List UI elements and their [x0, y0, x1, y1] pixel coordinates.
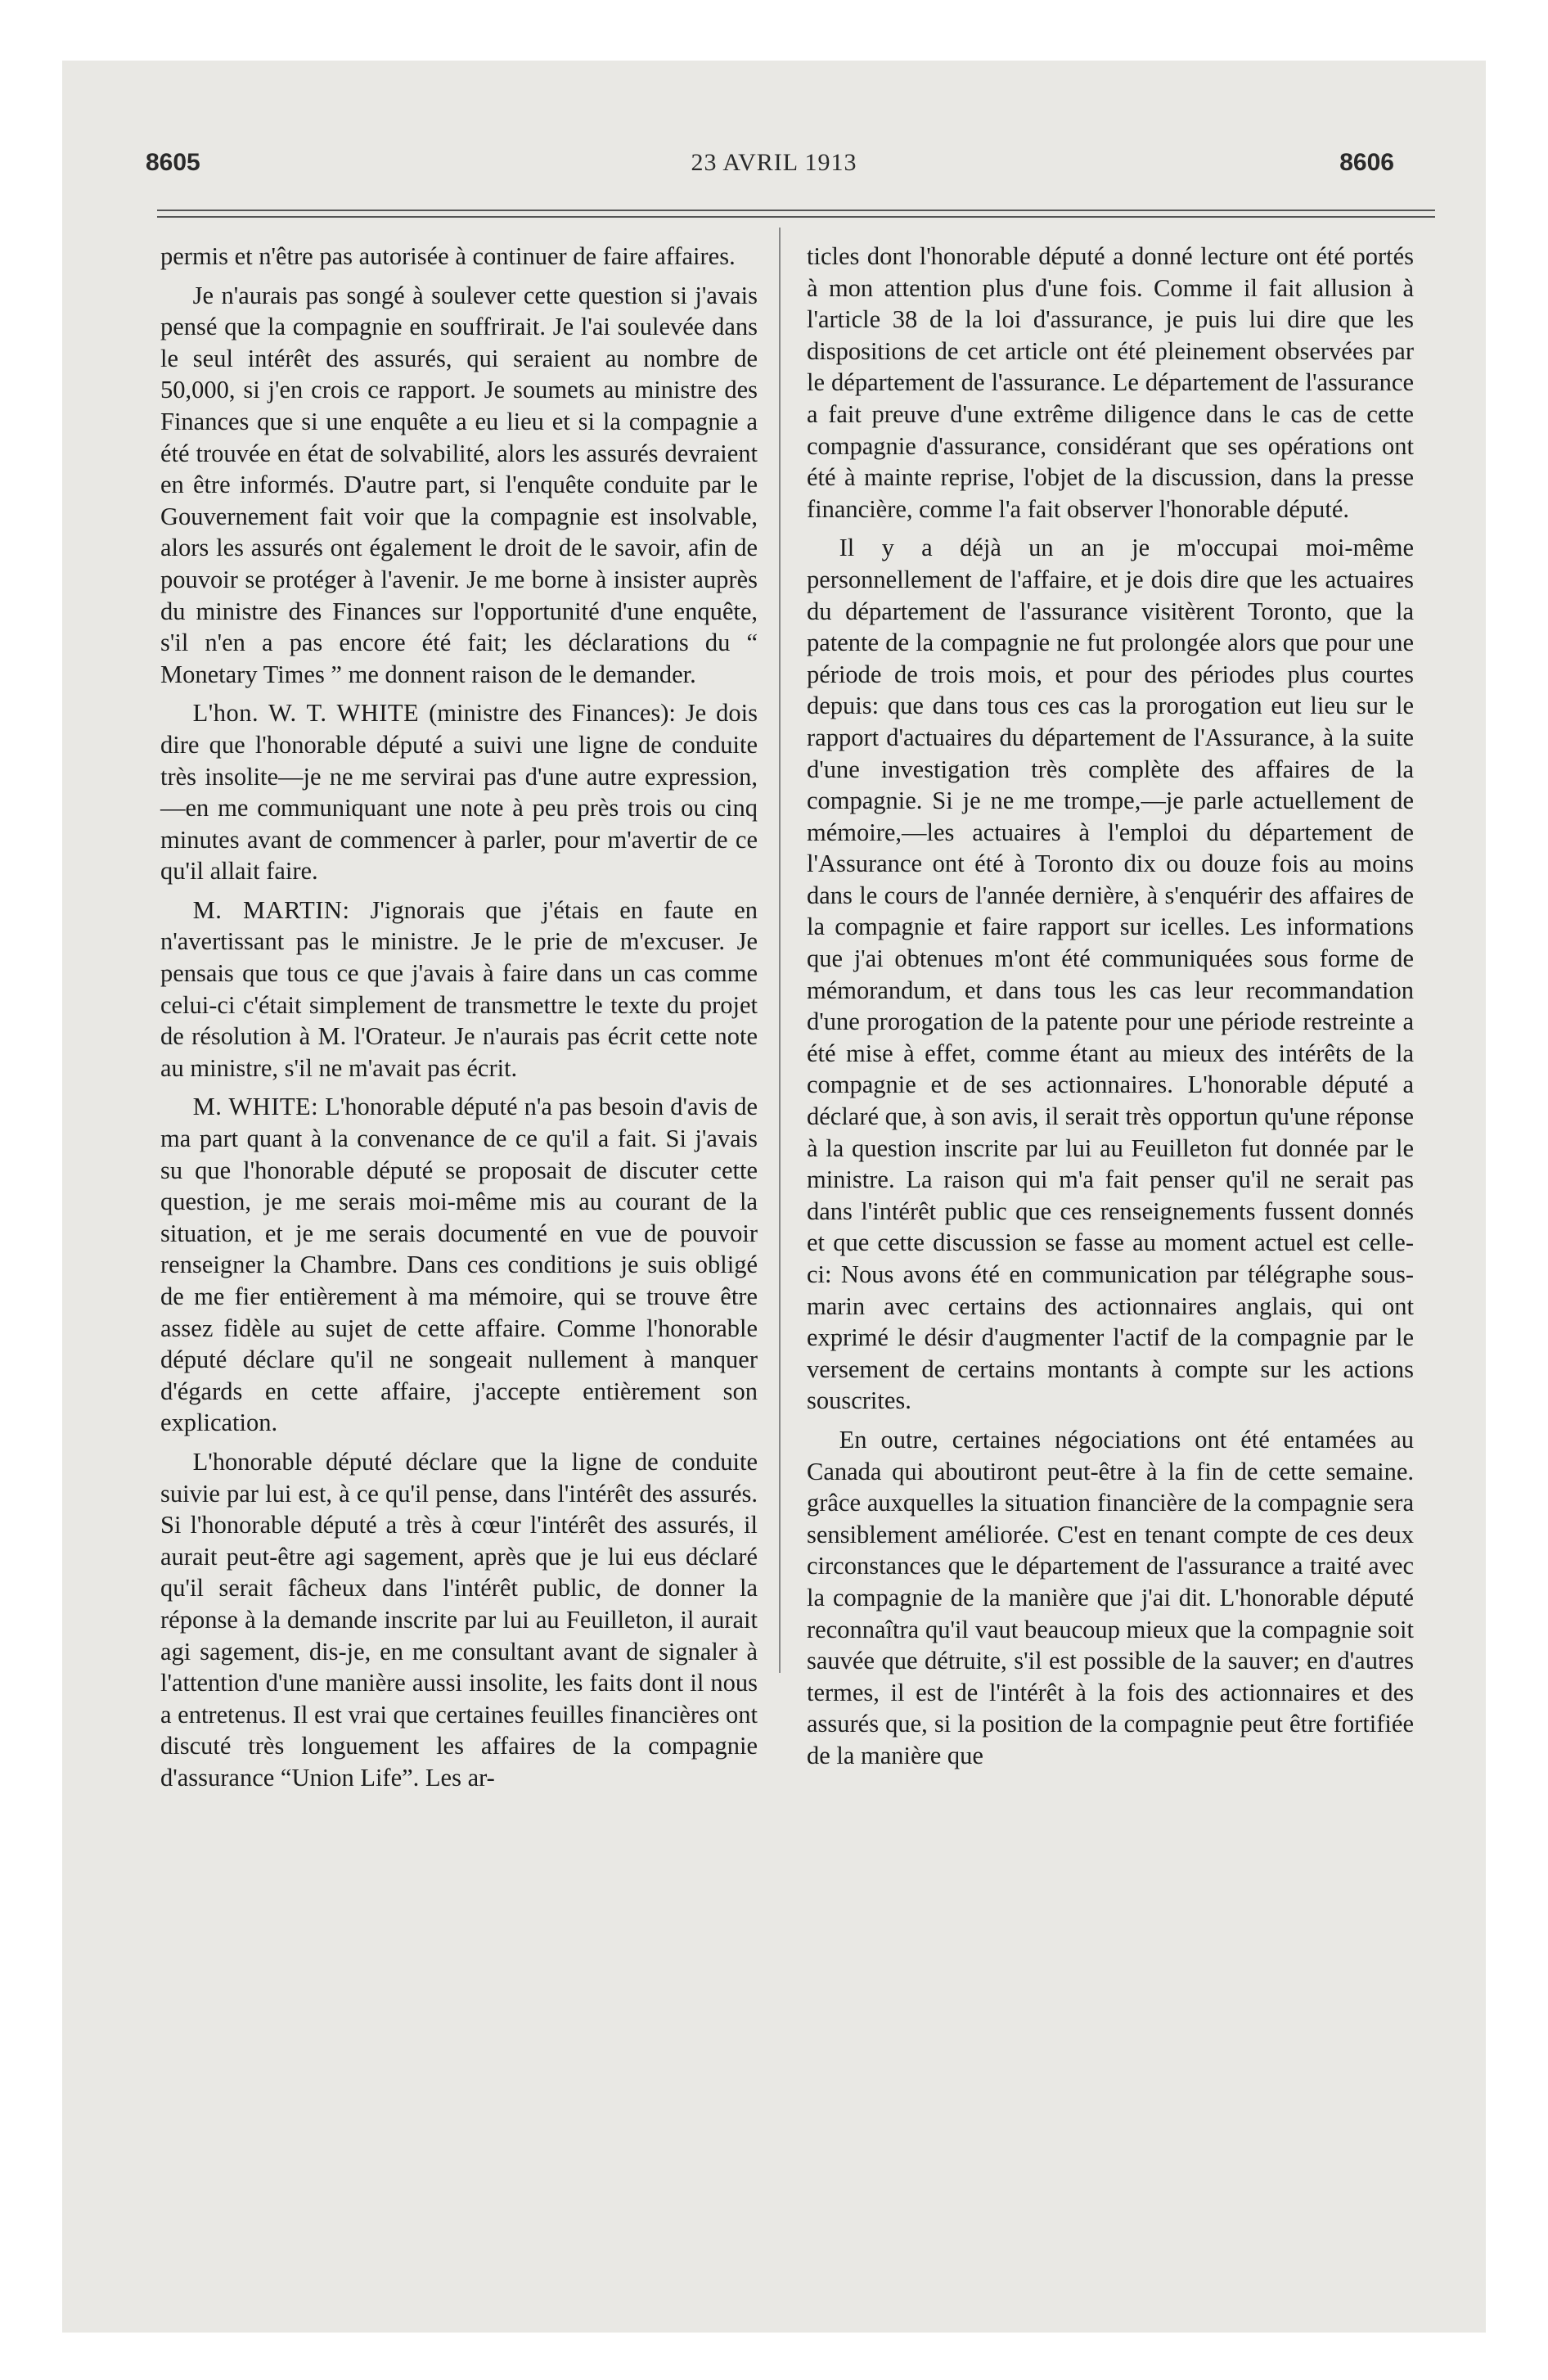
page-date: 23 AVRIL 1913: [691, 149, 857, 176]
speaker-name: M. WHITE:: [192, 1093, 319, 1121]
speaker-name: M. MARTIN:: [192, 895, 350, 924]
speech-paragraph: [160, 697, 758, 887]
column-divider: [779, 228, 781, 1673]
speech-paragraph: [160, 895, 758, 1084]
paragraph: permis et n'être pas autorisée à continuer de faire affaires.: [160, 242, 736, 270]
document-page: [62, 61, 1486, 2333]
paragraph: L'honorable député déclare que la ligne de conduite suivie par lui est, à ce qu'il pense, dans l'intérêt des assurés. Si l'honorable député a très à cœur l'intérêt des assurés, il aurait peut-être agi sagement, après que je lui eus déclaré qu'il serait fâcheux dans l'intérêt public, de donner la réponse à la demande inscrite par lui au Feuilleton, il aurait agi sagement, dis-je, en me consultant avant de signaler à l'attention d'une manière aussi insolite, les faits dont il nous a entretenus. Il est vrai que certaines feuilles financières ont discuté très longuement les affaires de la compagnie d'assurance “Union Life”. Les ar-: [160, 1447, 758, 1792]
paragraph: Il y a déjà un an je m'occupai moi-même personnellement de l'affaire, et je dois dire que les actuaires du département de l'assurance visitèrent Toronto, que la patente de la compagnie ne fut prolongée alors que pour une période de trois mois, et pour des périodes plus courtes depuis: que dans tous ces cas la prorogation eut lieu sur le rapport d'actuaires du département de l'Assurance, à la suite d'une investigation très complète des affaires de la compagnie. Si je ne me trompe,—je parle actuellement de mémoire,—les actuaires à l'emploi du département de l'Assurance ont été à Toronto dix ou douze fois au moins dans le cours de l'année dernière, à s'enquérir des affaires de la compagnie et faire rapport sur icelles. Les informations que j'ai obtenues m'ont été communiquées sous forme de mémorandum, et dans tous les cas leur recommandation d'une prorogation de la patente pour une période restreinte a été mise à effet, comme étant au mieux des intérêts de la compagnie et de ses actionnaires. L'honorable député a déclaré que, à son avis, il serait très opportun qu'une réponse à la question inscrite par lui au Feuilleton fut donnée par le ministre. La raison qui m'a fait penser qu'il ne serait pas dans l'intérêt public que ces renseignements fussent donnés et que cette discussion se fasse au moment actuel est celle-ci: Nous avons été en communication par télégraphe sous-marin avec certains des actionnaires anglais, qui ont exprimé le désir d'augmenter l'actif de la compagnie par le versement de certains montants à compte sur les actions souscrites.: [807, 534, 1414, 1415]
left-page-number: 8605: [146, 149, 200, 176]
paragraph: Je n'aurais pas songé à soulever cette question si j'avais pensé que la compagnie en souffrirait. Je l'ai soulevée dans le seul intérêt des assurés, qui seraient au nombre de 50,000, si j'en crois ce rapport. Je soumets au ministre des Finances que si une enquête a eu lieu et si la compagnie a été trouvée en état de solvabilité, alors les assurés devraient en être informés. D'autre part, si l'enquête conduite par le Gouvernement fait voir que la compagnie est insolvable, alors les assurés ont également le droit de le savoir, afin de pouvoir se protéger à l'avenir. Je me borne à insister auprès du ministre des Finances sur l'opportunité d'une enquête, s'il n'en a pas encore été fait; les déclarations du “ Monetary Times ” me donnent raison de le demander.: [160, 281, 758, 688]
left-column: [160, 241, 758, 1801]
paragraph: En outre, certaines négociations ont été entamées au Canada qui aboutiront peut-être à la fin de cette semaine. grâce auxquelles la situation financière de la compagnie sera sensiblement améliorée. C'est en tenant compte de ces deux circonstances que le département de l'assurance a traité avec la compagnie de la manière que j'ai dit. L'honorable député reconnaîtra qu'il vaut beaucoup mieux que la compagnie soit sauvée que détruite, s'il est possible de la sauver; en d'autres termes, il est de l'intérêt à la fois des actionnaires et des assurés que, si la position de la compagnie peut être fortifiée de la manière que: [807, 1425, 1414, 1769]
speech-text: (ministre des Finances): Je dois dire que l'honorable député a suivi une ligne de conduite très insolite—je ne me servirai pas d'une autre expression,—en me communiquant une note à peu près trois ou cinq minutes avant de commencer à parler, pour m'avertir de ce qu'il allait faire.: [160, 699, 758, 886]
right-column: [807, 241, 1414, 1779]
page-header: [62, 149, 1486, 190]
speech-paragraph: [160, 1091, 758, 1439]
speech-text: L'honorable député n'a pas besoin d'avis de ma part quant à la convenance de ce qu'il a fait. Si j'avais su que l'honorable député se proposait de discuter cette question, je me serais moi-même mis au courant de la situation, et je me serais documenté en vue de pouvoir renseigner la Chambre. Dans ces conditions je suis obligé de me fier entièrement à ma mémoire, qui se trouve être assez fidèle au sujet de cette affaire. Comme l'honorable député déclare qu'il ne songeait nullement à manquer d'égards en cette affaire, j'accepte entièrement son explication.: [160, 1093, 758, 1437]
speech-text: J'ignorais que j'étais en faute en n'avertissant pas le ministre. Je le prie de m'excuser. Je pensais que tous ce que j'avais à faire dans un cas comme celui-ci c'était simplement de transmettre le texte du projet de résolution à M. l'Orateur. Je n'aurais pas écrit cette note au ministre, s'il ne m'avait pas écrit.: [160, 895, 758, 1082]
header-rule: [157, 210, 1435, 211]
header-rule: [157, 216, 1435, 218]
right-page-number: 8606: [1339, 149, 1394, 176]
paragraph: ticles dont l'honorable député a donné lecture ont été portés à mon attention plus d'une fois. Comme il fait allusion à l'article 38 de la loi d'assurance, je puis lui dire que les dispositions de cet article ont été pleinement observées par le département de l'assurance. Le département de l'assurance a fait preuve d'une extrême diligence dans le cas de cette compagnie d'assurance, considérant que ses opérations ont été à mainte reprise, l'objet de la discussion, dans la presse financière, comme l'a fait observer l'honorable député.: [807, 242, 1414, 523]
speaker-name: L'hon. W. T. WHITE: [192, 699, 420, 728]
